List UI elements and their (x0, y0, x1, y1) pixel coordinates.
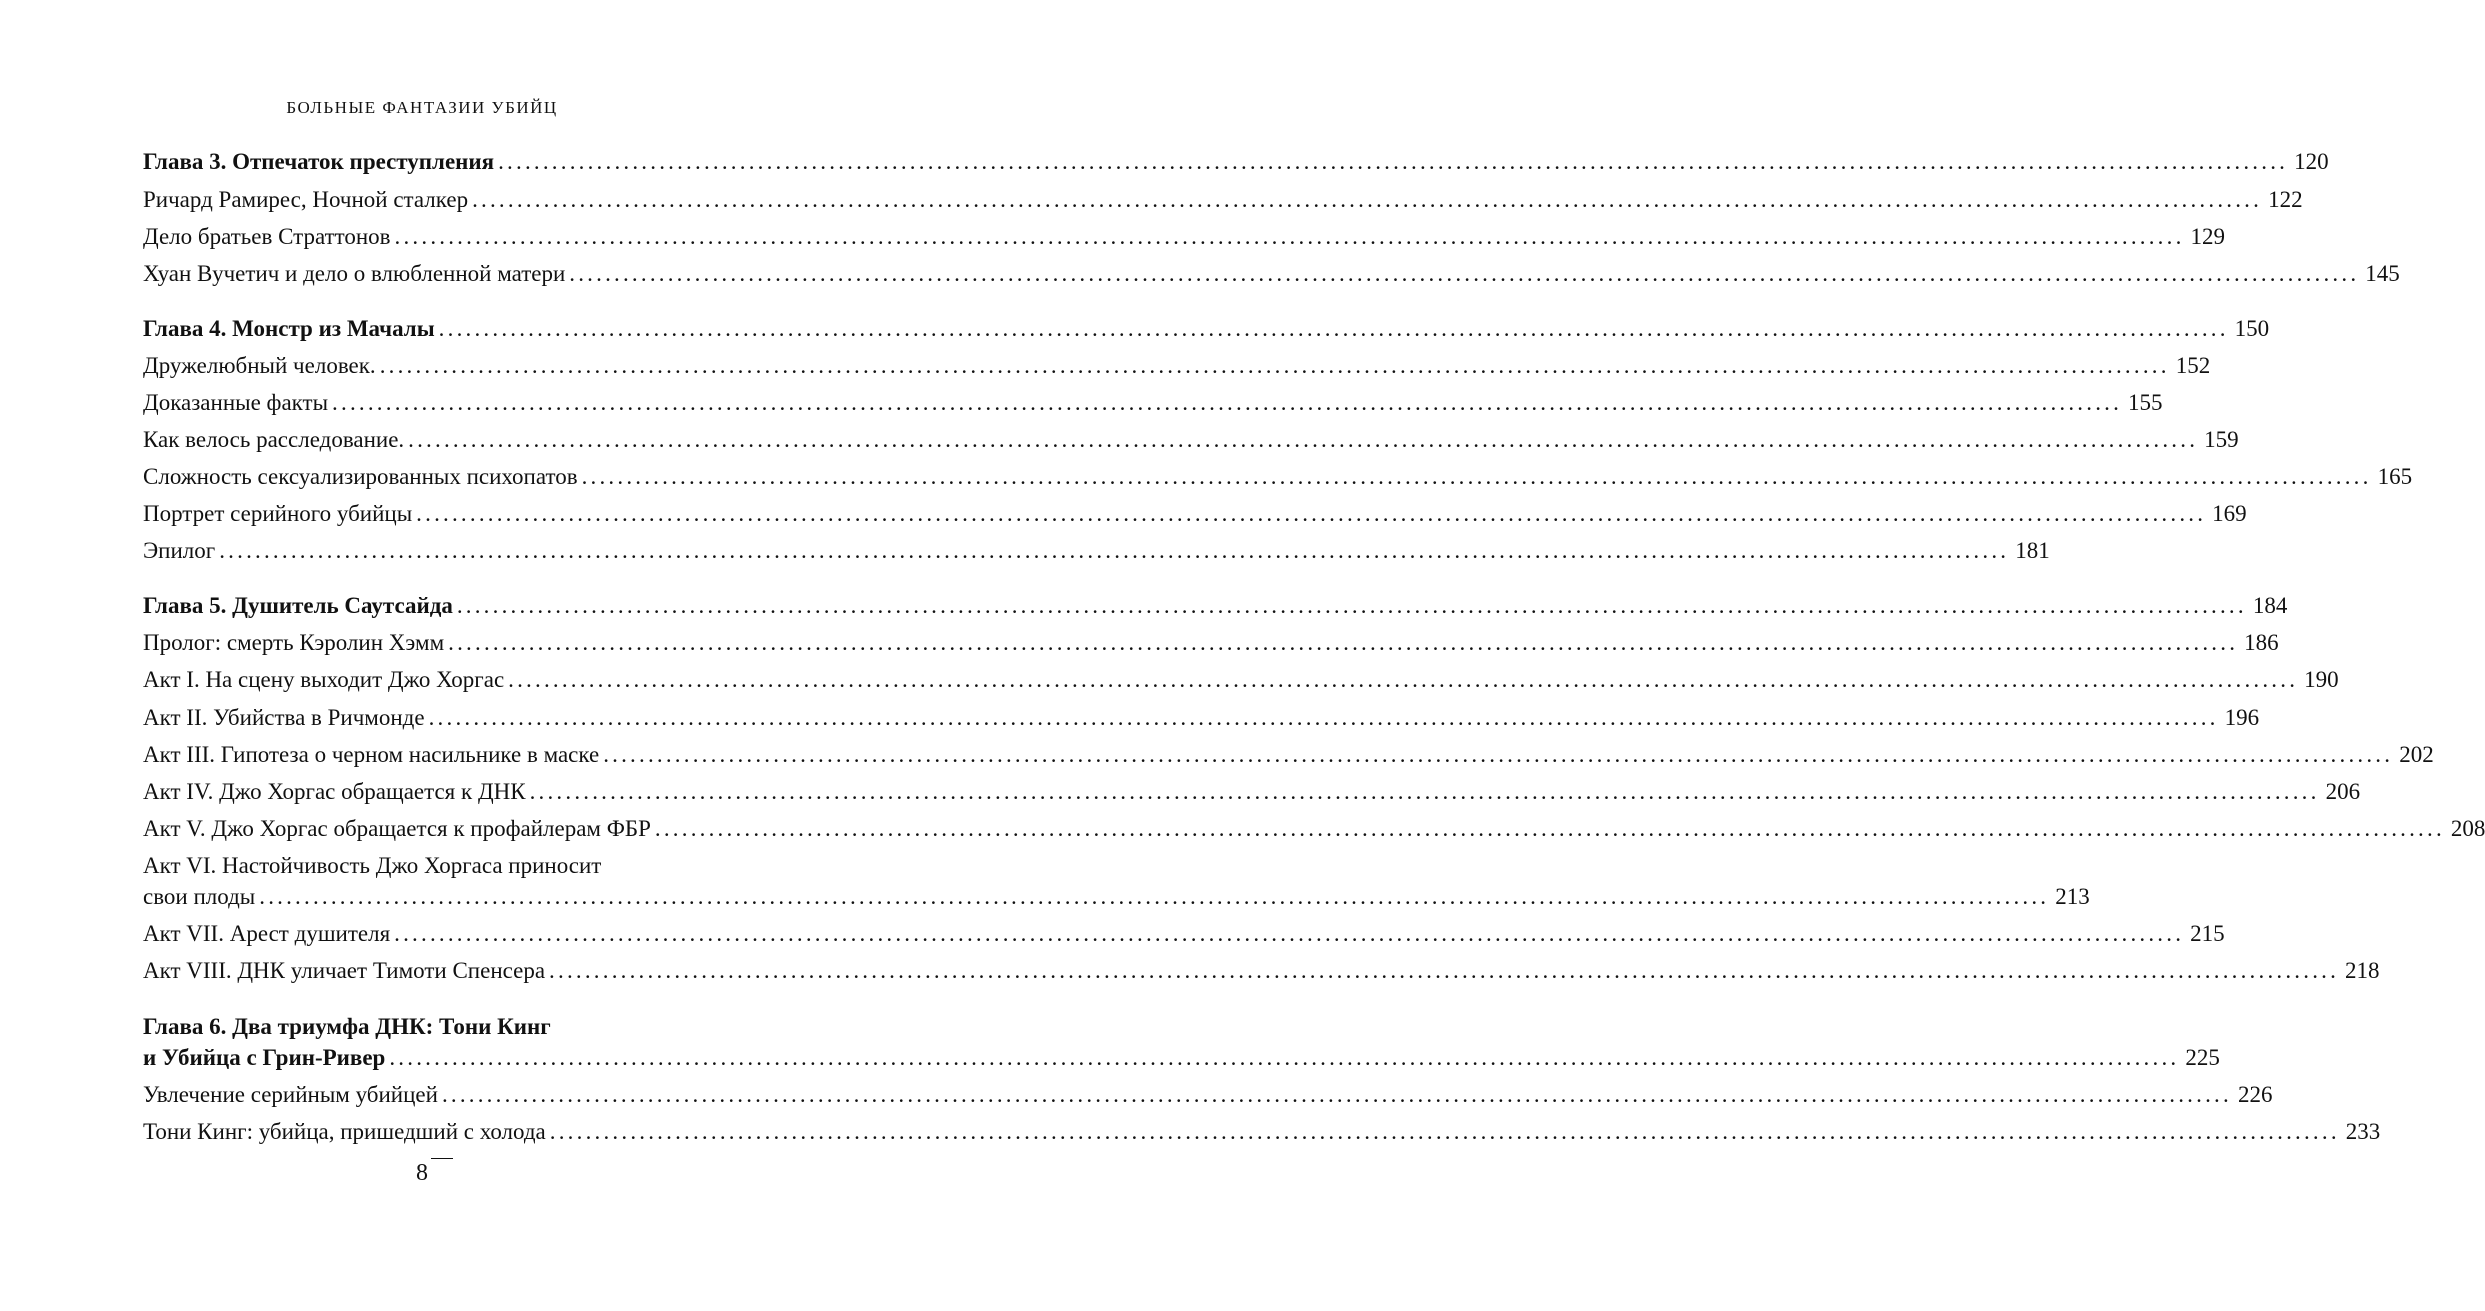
leader-dots: ........................................................................................................................................................................................................ (529, 779, 2320, 804)
leader-dots: ........................................................................................................................................................................................................ (394, 224, 2185, 249)
leader-dots: ........................................................................................................................................................................................................ (549, 958, 2340, 983)
toc-entry-title: Ричард Рамирес, Ночной сталкер (143, 187, 469, 212)
toc-entry (143, 461, 2413, 493)
toc-entry-title: Хуан Вучетич и дело о влюбленной матери (143, 261, 566, 286)
toc-entry-page: 208 (2450, 816, 2485, 841)
leader-dots: ........................................................................................................................................................................................................ (259, 884, 2050, 909)
leader-dots: ........................................................................................................................................................................................................ (441, 1082, 2232, 1107)
toc-entry-page: 159 (2204, 427, 2239, 452)
toc-entry-page: 215 (2190, 921, 2225, 946)
toc-entry-page: 150 (2234, 316, 2270, 341)
toc-entry-title: Как велось расследование. (143, 427, 405, 452)
toc-entry-page: 165 (2377, 464, 2413, 489)
leader-dots: ........................................................................................................................................................................................................ (428, 705, 2219, 730)
toc-entry-title: Акт I. На сцену выходит Джо Хоргас (143, 667, 505, 692)
toc-entry (143, 702, 2260, 734)
toc-entry-title: Глава 6. Два триумфа ДНК: Тони Кинг (143, 1014, 551, 1039)
toc-entry (143, 776, 2361, 808)
toc-entry-page: 190 (2304, 667, 2339, 692)
toc-entry-title: Акт V. Джо Хоргас обращается к профайлерам ФБР (143, 816, 651, 841)
leader-dots: ........................................................................................................................................................................................................ (654, 816, 2445, 841)
leader-dots: ........................................................................................................................................................................................................ (472, 187, 2263, 212)
toc-entry-page: 202 (2399, 742, 2434, 767)
toc-entry-page: 122 (2268, 187, 2303, 212)
toc-entry (143, 1042, 2220, 1074)
toc-entry-title: и Убийца с Грин-Ривер (143, 1045, 386, 1070)
toc-entry-page: 225 (2185, 1045, 2220, 1070)
toc-entry (143, 498, 2247, 530)
toc-entry-title: Акт VI. Настойчивость Джо Хоргаса приносит (143, 853, 602, 878)
toc-entry-page: 226 (2237, 1082, 2273, 1107)
toc-entry-page: 206 (2325, 779, 2361, 804)
toc-entry-title: Доказанные факты (143, 390, 329, 415)
toc-entry (143, 850, 757, 882)
leader-dots: ........................................................................................................................................................................................................ (408, 427, 2199, 452)
toc-entry (143, 1011, 757, 1043)
toc-entry (143, 221, 2226, 253)
toc-entry-title: Тони Кинг: убийца, пришедший с холода (143, 1119, 546, 1144)
toc-entry-page: 169 (2212, 501, 2247, 526)
leader-dots: ........................................................................................................................................................................................................ (549, 1119, 2340, 1144)
toc-entry (143, 184, 2303, 216)
leader-dots: ........................................................................................................................................................................................................ (456, 593, 2247, 618)
toc-entry-page: 129 (2190, 224, 2226, 249)
page-number: 8 (416, 1160, 428, 1186)
toc-entry (143, 627, 2279, 659)
toc-entry-title: Увлечение серийным убийцей (143, 1082, 438, 1107)
leader-dots: ........................................................................................................................................................................................................ (332, 390, 2123, 415)
toc-entry (143, 1116, 2381, 1148)
toc-entry-title: Акт IV. Джо Хоргас обращается к ДНК (143, 779, 526, 804)
toc-entry-page: 120 (2294, 149, 2329, 174)
leader-dots: ........................................................................................................................................................................................................ (448, 630, 2239, 655)
leader-dots: ........................................................................................................................................................................................................ (219, 538, 2010, 563)
toc-entry (143, 387, 2163, 419)
toc-entry-title: Дружелюбный человек. (143, 353, 376, 378)
toc-entry-page: 233 (2345, 1119, 2381, 1144)
toc-entry-title: Пролог: смерть Кэролин Хэмм (143, 630, 445, 655)
toc-entry-title: Акт III. Гипотеза о черном насильнике в маске (143, 742, 600, 767)
toc-entry-title: Глава 4. Монстр из Мачалы (143, 316, 435, 341)
toc-entry-page: 152 (2175, 353, 2211, 378)
running-head: БОЛЬНЫЕ ФАНТАЗИИ УБИЙЦ (286, 98, 558, 117)
toc-entry-title: свои плоды (143, 884, 256, 909)
toc-entry-title: Эпилог (143, 538, 216, 563)
leader-dots: ........................................................................................................................................................................................................ (508, 667, 2299, 692)
toc-entry (143, 664, 2339, 696)
toc-entry-page: 196 (2224, 705, 2260, 730)
leader-dots: ........................................................................................................................................................................................................ (581, 464, 2372, 489)
toc-entry (143, 590, 2288, 622)
leader-dots: ........................................................................................................................................................................................................ (389, 1045, 2180, 1070)
toc-entry-page: 184 (2252, 593, 2288, 618)
toc-entry (143, 955, 2380, 987)
toc-entry (143, 535, 2050, 567)
leader-dots: ........................................................................................................................................................................................................ (498, 149, 2289, 174)
leader-dots: ........................................................................................................................................................................................................ (438, 316, 2229, 341)
leader-dots: ........................................................................................................................................................................................................ (603, 742, 2394, 767)
folio-rule (431, 1158, 453, 1159)
toc-entry-title: Акт II. Убийства в Ричмонде (143, 705, 425, 730)
toc-entry-title: Портрет серийного убийцы (143, 501, 413, 526)
toc-entry-title: Глава 3. Отпечаток преступления (143, 149, 495, 174)
toc-entry-page: 155 (2128, 390, 2163, 415)
toc-entry-page: 218 (2345, 958, 2380, 983)
toc-entry (143, 1079, 2273, 1111)
leader-dots: ........................................................................................................................................................................................................ (394, 921, 2185, 946)
toc-entry-page: 145 (2365, 261, 2400, 286)
toc-entry-title: Глава 5. Душитель Саутсайда (143, 593, 453, 618)
toc-entry (143, 313, 2270, 345)
toc-entry (143, 918, 2225, 950)
toc-entry-title: Акт VIII. ДНК уличает Тимоти Спенсера (143, 958, 546, 983)
toc-entry-page: 186 (2244, 630, 2279, 655)
toc-entry-title: Дело братьев Страттонов (143, 224, 391, 249)
toc-entry-title: Акт VII. Арест душителя (143, 921, 391, 946)
toc-entry (143, 881, 2090, 913)
toc-entry (143, 258, 2400, 290)
toc-entry (143, 424, 2239, 456)
toc-entry (143, 146, 2329, 178)
leader-dots: ........................................................................................................................................................................................................ (379, 353, 2170, 378)
leader-dots: ........................................................................................................................................................................................................ (416, 501, 2207, 526)
toc-entry-page: 213 (2055, 884, 2090, 909)
toc-entry (143, 350, 2211, 382)
toc-entry (143, 813, 2485, 845)
leader-dots: ........................................................................................................................................................................................................ (569, 261, 2360, 286)
toc-entry-title: Сложность сексуализированных психопатов (143, 464, 578, 489)
toc-entry-page: 181 (2015, 538, 2050, 563)
toc-entry (143, 739, 2434, 771)
